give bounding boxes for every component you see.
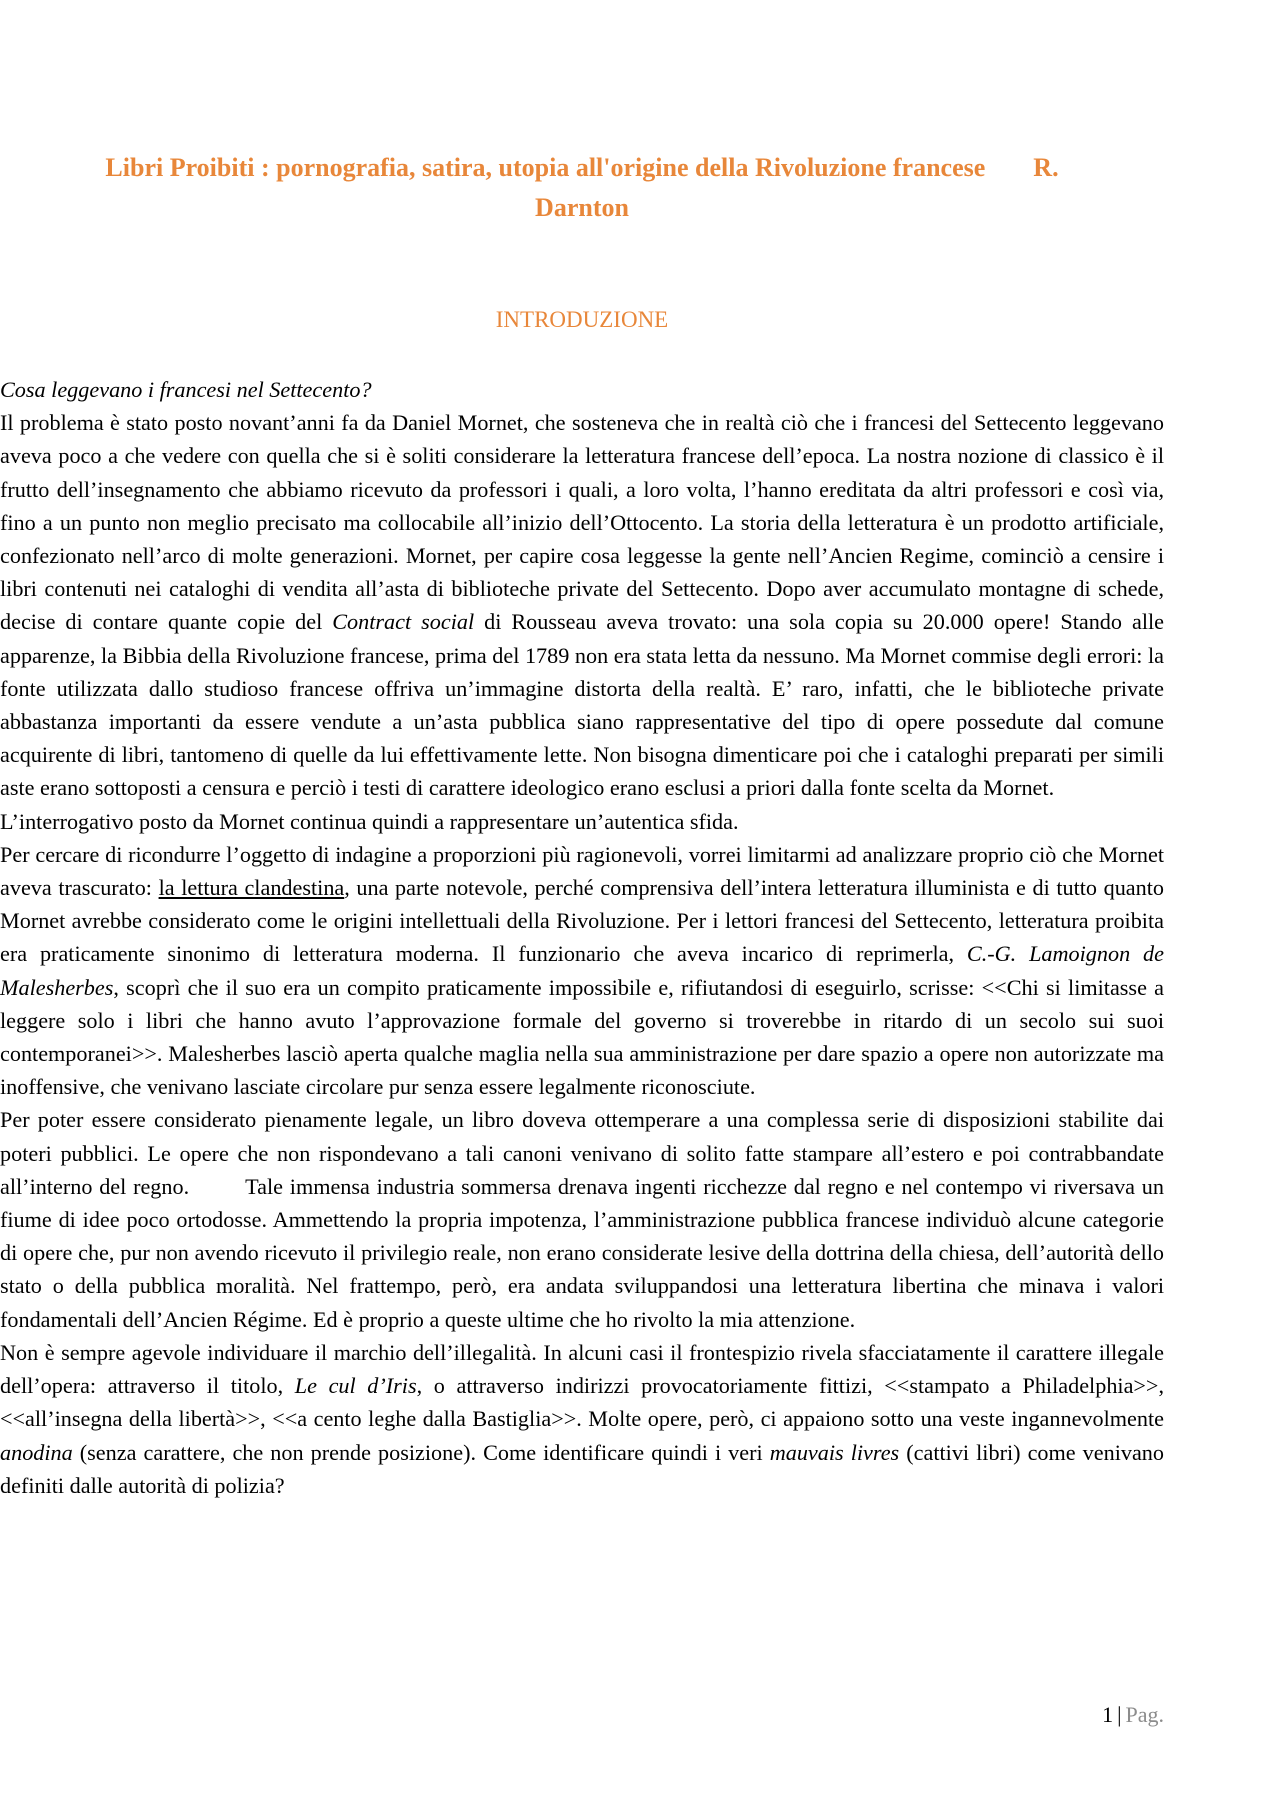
document-body: [0, 373, 1164, 1502]
paragraph-3-text-c: , scoprì che il suo era un compito praticamente impossibile e, rifiutandosi di eseguirlo, scrisse: <<Chi si limitasse a leggere solo i libri che hanno avuto l’approvazione formale del governo si troverebbe in ritardo di un secolo sui suoi contemporanei>>. Malesherbes lasciò aperta qualche maglia nella sua amministrazione per dare spazio a opere non autorizzate ma inoffensive, che venivano lasciate circolare pur senza essere legalmente riconosciute.: [0, 974, 1164, 1100]
page-number: 1: [1102, 1702, 1114, 1727]
page-label: Pag.: [1125, 1702, 1164, 1727]
paragraph-5: [0, 1336, 1164, 1502]
paragraph-5-text-d: (cattivi libri) come venivano definiti dalle autorità di polizia?: [0, 1439, 1164, 1498]
person-name-malesherbes: C.-G. Lamoignon de Malesherbes: [0, 941, 1164, 1000]
author-surname: Darnton: [535, 193, 629, 222]
paragraph-4: [0, 1103, 1164, 1335]
page-footer: [1102, 1700, 1164, 1730]
paragraph-5-text-a: Non è sempre agevole individuare il marchio dell’illegalità. In alcuni casi il frontespizio rivela sfacciatamente il carattere illegale dell’opera: attraverso il titolo,: [0, 1339, 1164, 1399]
paragraph-4-text-b: Tale immensa industria sommersa drenava ingenti ricchezze dal regno e nel contempo vi riversava un fiume di idee poco ortodosse. Ammettendo la propria impotenza, l’amministrazione pubblica francese individuò alcune categorie di opere che, pur non avendo ricevuto il privilegio reale, non erano considerate lesive della dottrina della chiesa, dell’autorità dello stato o della pubblica moralità. Nel frattempo, però, era andata sviluppandosi una letteratura libertina che minava i valori fondamentali dell’Ancien Régime. Ed è proprio a queste ultime che ho rivolto la mia attenzione.: [0, 1173, 1164, 1332]
underlined-phrase: la lettura clandestina: [158, 875, 345, 901]
section-title: INTRODUZIONE: [495, 307, 669, 332]
book-title-contract-social: Contract social: [332, 609, 475, 635]
paragraph-1-text-a: Il problema è stato posto novant’anni fa da Daniel Mornet, che sosteneva che in realtà ciò che i francesi del Settecento leggevano aveva poco a che vedere con quella che si è soliti considerare la letteratura francese dell’epoca. La nostra nozione di classico è il frutto dell’insegnamento che abbiamo ricevuto da professori i quali, a loro volta, l’hanno ereditata da altri professori e così via, fino a un punto non meglio precisato ma collocabile all’inizio dell’Ottocento. La storia della letteratura è un prodotto artificiale, confezionato nell’arco di molte generazioni. Mornet, per capire cosa leggesse la gente nell’Ancien Regime, cominciò a censire i libri contenuti nei cataloghi di vendita all’asta di biblioteche private del Settecento. Dopo aver accumulato montagne di schede, decise di contare quante copie del: [0, 410, 1164, 635]
paragraph-1: [0, 406, 1164, 804]
term-anodina: anodina: [0, 1439, 73, 1465]
paragraph-3: [0, 838, 1164, 1104]
paragraph-2: L’interrogativo posto da Mornet continua quindi a rappresentare un’autentica sfida.: [0, 808, 739, 834]
paragraph-3-text-b: , una parte notevole, perché comprensiva dell’intera letteratura illuminista e di tutto quanto Mornet avrebbe considerato come le origini intellettuali della Rivoluzione. Per i lettori francesi del Settecento, letteratura proibita era praticamente sinonimo di letteratura moderna. Il funzionario che aveva incarico di reprimerla,: [0, 875, 1165, 967]
author-initial: R.: [1033, 153, 1059, 182]
paragraph-3-text-a: Per cercare di ricondurre l’oggetto di indagine a proporzioni più ragionevoli, vorrei limitarmi ad analizzare proprio ciò che Mornet aveva trascurato:: [0, 841, 1164, 901]
footer-separator: |: [1117, 1702, 1122, 1727]
question-text: Cosa leggevano i francesi nel Settecento?: [0, 377, 372, 402]
paragraph-5-text-b: , o attraverso indirizzi provocatoriamente fittizi, <<stampato a Philadelphia>>, <<all’insegna della libertà>>, <<a cento leghe dalla Bastiglia>>. Molte opere, però, ci appaiono sotto una veste ingannevolmente: [0, 1373, 1164, 1432]
paragraph-1-text-b: di Rousseau aveva trovato: una sola copia su 20.000 opere! Stando alle apparenze, la Bibbia della Rivoluzione francese, prima del 1789 non era stata letta da nessuno. Ma Mornet commise degli errori: la fonte utilizzata dallo studioso francese offriva un’immagine distorta della realtà. E’ raro, infatti, che le biblioteche private abbastanza importanti da essere vendute a un’asta pubblica siano rappresentative del tipo di opere possedute dal comune acquirente di libri, tantomeno di quelle da lui effettivamente lette. Non bisogna dimenticare poi che i cataloghi preparati per simili aste erano sottoposti a censura e perciò i testi di carattere ideologico erano esclusi a priori dalla fonte scelta da Mornet.: [0, 609, 1165, 801]
document-title: [0, 148, 1164, 228]
book-title-le-cul-diris: Le cul d’Iris: [294, 1373, 417, 1399]
title-text: Libri Proibiti : pornografia, satira, utopia all'origine della Rivoluzione francese: [105, 153, 986, 182]
paragraph-4-text-a: Per poter essere considerato pienamente legale, un libro doveva ottemperare a una complessa serie di disposizioni stabilite dai poteri pubblici. Le opere che non rispondevano a tali canoni venivano di solito fatte stampare all’estero e poi contrabbandate all’interno del regno.: [0, 1107, 1164, 1199]
term-mauvais-livres: mauvais livres: [769, 1439, 900, 1465]
opening-question: [0, 373, 1164, 406]
paragraph-5-text-c: (senza carattere, che non prende posizione). Come identificare quindi i veri: [72, 1439, 770, 1465]
